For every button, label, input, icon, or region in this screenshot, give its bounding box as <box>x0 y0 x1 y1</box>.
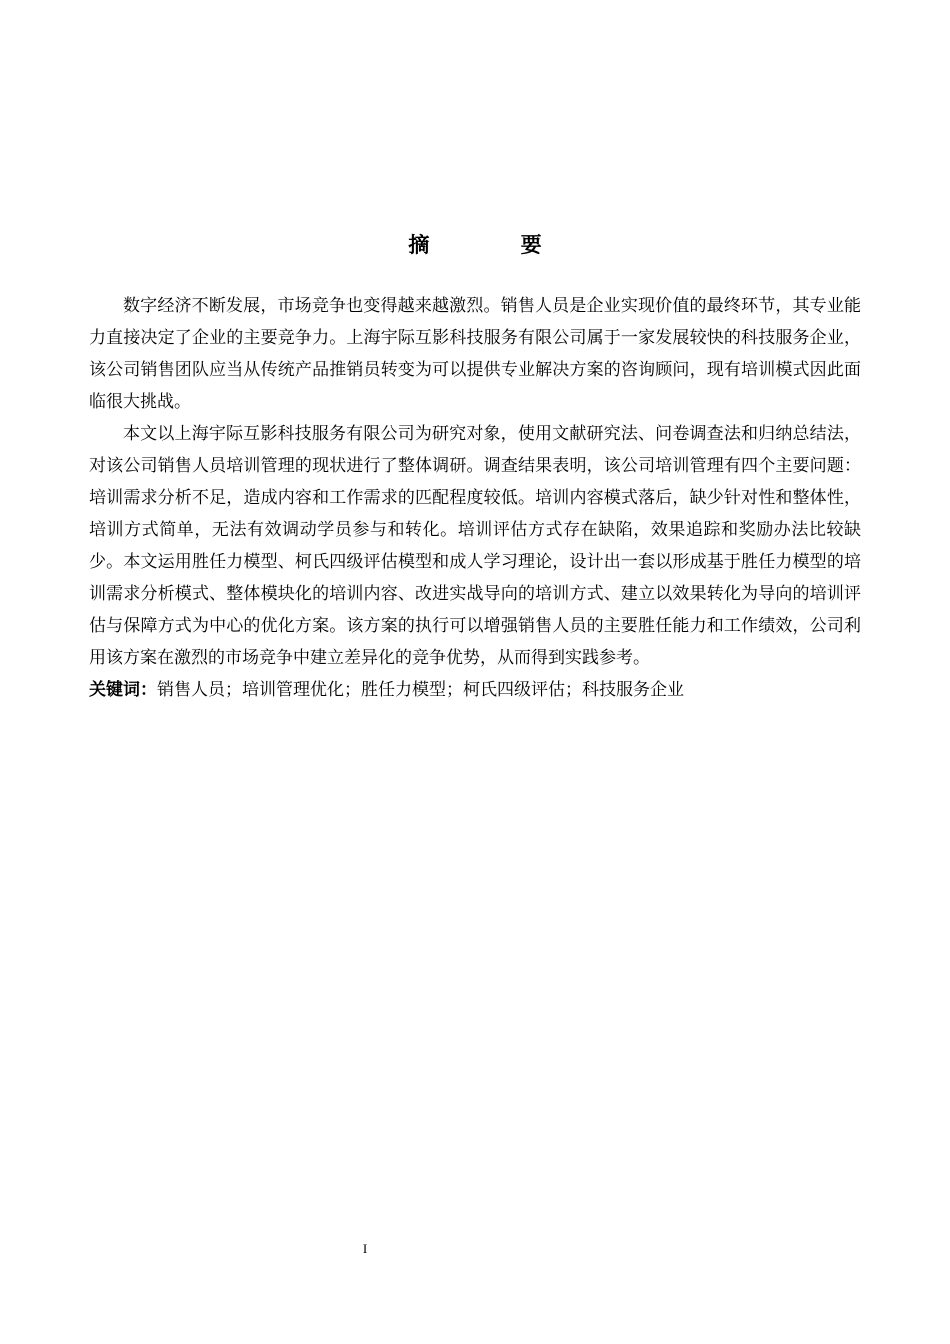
abstract-paragraph-2: 本文以上海宇际互影科技服务有限公司为研究对象，使用文献研究法、问卷调查法和归纳总结法，对该公司销售人员培训管理的现状进行了整体调研。调查结果表明，该公司培训管理有四个主要问题：培训需求分析不足，造成内容和工作需求的匹配程度较低。培训内容模式落后，缺少针对性和整体性，培训方式简单，无法有效调动学员参与和转化。培训评估方式存在缺陷，效果追踪和奖励办法比较缺少。本文运用胜任力模型、柯氏四级评估模型和成人学习理论，设计出一套以形成基于胜任力模型的培训需求分析模式、整体模块化的培训内容、改进实战导向的培训方式、建立以效果转化为导向的培训评估与保障方式为中心的优化方案。该方案的执行可以增强销售人员的主要胜任能力和工作绩效，公司利用该方案在激烈的市场竞争中建立差异化的竞争优势，从而得到实践参考。 <box>89 424 861 668</box>
keywords-text: 销售人员；培训管理优化；胜任力模型；柯氏四级评估；科技服务企业 <box>157 680 684 700</box>
abstract-title: 摘 要 <box>408 233 584 257</box>
abstract-paragraph-1: 数字经济不断发展，市场竞争也变得越来越激烈。销售人员是企业实现价值的最终环节，其专业能力直接决定了企业的主要竞争力。上海宇际互影科技服务有限公司属于一家发展较快的科技服务企业，该公司销售团队应当从传统产品推销员转变为可以提供专业解决方案的咨询顾问，现有培训模式因此面临很大挑战。 <box>89 296 861 412</box>
keywords-label: 关键词： <box>89 680 157 700</box>
keywords-line <box>89 674 861 706</box>
page-number: I <box>362 1241 368 1256</box>
abstract-body <box>89 290 861 706</box>
